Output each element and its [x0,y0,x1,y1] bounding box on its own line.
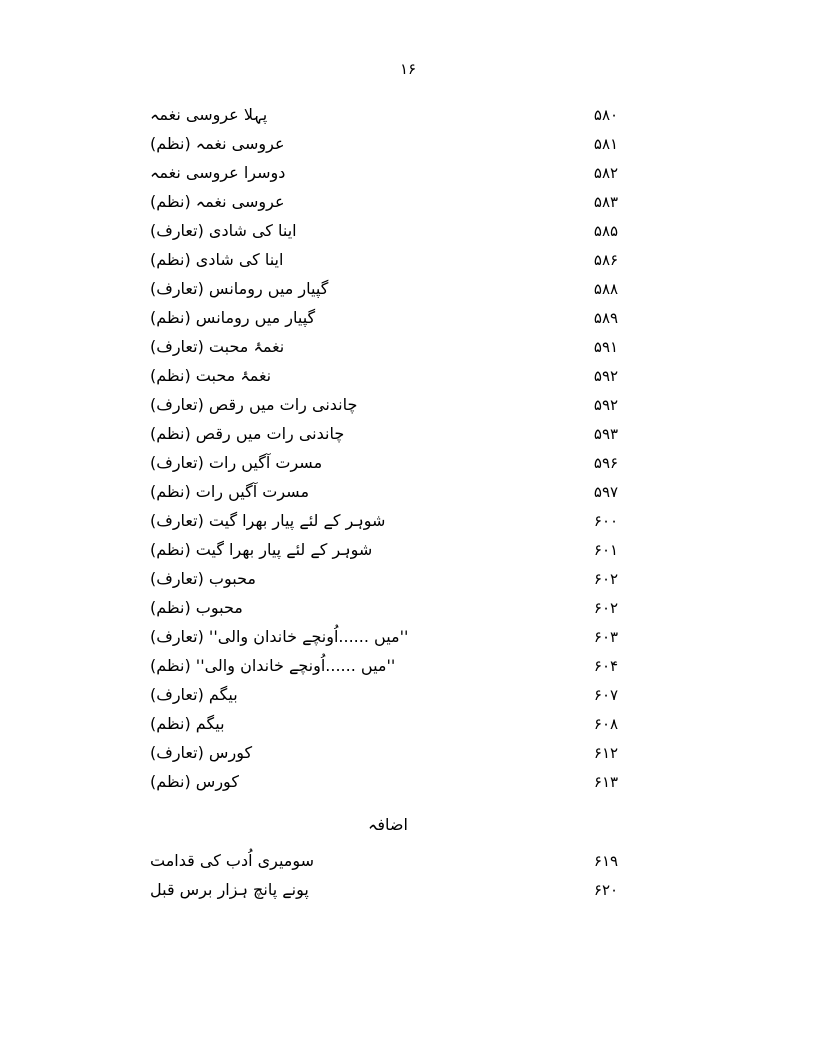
toc-row[interactable] [150,216,666,245]
toc-entry-title: اینا کی شادی (تعارف) [150,221,297,240]
toc-row[interactable] [150,361,666,390]
toc-entry-title: بیگم (تعارف) [150,685,238,704]
toc-page-number: ۶۰۷ [593,686,619,704]
toc-row[interactable] [150,767,666,796]
toc-row[interactable] [150,129,666,158]
toc-page-number: ۵۹۶ [593,454,619,472]
toc-row[interactable] [150,875,666,904]
toc-page-number: ۶۰۸ [593,715,619,733]
toc-page-number: ۶۰۰ [593,512,619,530]
toc-page-number: ۵۸۲ [593,164,619,182]
toc-row[interactable] [150,680,666,709]
toc-row[interactable] [150,274,666,303]
toc-entry-title: نغمۂ محبت (نظم) [150,366,272,385]
toc-entry-title: نغمۂ محبت (تعارف) [150,337,285,356]
table-of-contents [150,100,666,904]
toc-page-number: ۶۲۰ [593,881,619,899]
toc-row[interactable] [150,448,666,477]
toc-row[interactable] [150,187,666,216]
toc-row[interactable] [150,535,666,564]
toc-entry-title: شوہر کے لئے پیار بھرا گیت (نظم) [150,540,373,559]
toc-entry-title: محبوب (تعارف) [150,569,256,588]
toc-page-number: ۶۰۱ [593,541,619,559]
toc-entry-title: مسرت آگیں رات (تعارف) [150,453,323,472]
toc-page-number: ۵۹۷ [593,483,619,501]
toc-page-number: ۵۹۳ [593,425,619,443]
toc-page-number: ۵۸۸ [593,280,619,298]
toc-row[interactable] [150,709,666,738]
toc-page-number: ۵۸۵ [593,222,619,240]
toc-page-number: ۶۱۳ [593,773,619,791]
toc-page-number: ۶۱۹ [593,852,619,870]
toc-row[interactable] [150,390,666,419]
toc-page-number: ۵۹۲ [593,367,619,385]
toc-entry-title: سومیری اُدب کی قدامت [150,851,315,870]
toc-row[interactable] [150,622,666,651]
toc-entry-title: عروسی نغمہ (نظم) [150,192,285,211]
section-heading-label: اضافہ [368,814,408,834]
toc-entry-title: کورس (تعارف) [150,743,253,762]
toc-row[interactable] [150,564,666,593]
toc-entry-title: محبوب (نظم) [150,598,243,617]
toc-entry-title: کورس (نظم) [150,772,239,791]
toc-row[interactable] [150,477,666,506]
page-number: ۱۶ [399,60,417,78]
toc-entry-title: اینا کی شادی (نظم) [150,250,284,269]
toc-page-number: ۶۰۲ [593,570,619,588]
toc-entry-title: عروسی نغمہ (نظم) [150,134,285,153]
toc-row[interactable] [150,593,666,622]
toc-entry-title: پہلا عروسی نغمہ [150,105,268,124]
toc-page-number: ۶۰۴ [593,657,619,675]
toc-entry-title: بیگم (نظم) [150,714,225,733]
toc-row[interactable] [150,158,666,187]
section-heading [150,804,666,844]
toc-entry-title: پونے پانچ ہزار برس قبل [150,880,309,899]
toc-page-number: ۶۱۲ [593,744,619,762]
toc-page-number: ۶۰۲ [593,599,619,617]
toc-row[interactable] [150,100,666,129]
toc-entry-title: مسرت آگیں رات (نظم) [150,482,310,501]
toc-page-number: ۵۸۳ [593,193,619,211]
toc-entry-title: شوہر کے لئے پیار بھرا گیت (تعارف) [150,511,386,530]
toc-entry-title: چاندنی رات میں رقص (نظم) [150,424,345,443]
toc-entry-title: دوسرا عروسی نغمہ [150,163,286,182]
toc-row[interactable] [150,846,666,875]
toc-row[interactable] [150,303,666,332]
toc-page-number: ۶۰۳ [593,628,619,646]
toc-entry-title: ''میں ......اُونچے خاندان والی'' (تعارف) [150,627,409,646]
toc-page-number: ۵۸۶ [593,251,619,269]
toc-entry-title: گپیار میں رومانس (تعارف) [150,279,329,298]
toc-page-number: ۵۹۲ [593,396,619,414]
toc-entry-title: ''میں ......اُونچے خاندان والی'' (نظم) [150,656,396,675]
toc-row[interactable] [150,506,666,535]
toc-row[interactable] [150,738,666,767]
toc-row[interactable] [150,651,666,680]
toc-entry-title: گپیار میں رومانس (نظم) [150,308,316,327]
toc-row[interactable] [150,419,666,448]
toc-page-number: ۵۸۰ [593,106,619,124]
toc-row[interactable] [150,332,666,361]
toc-page-number: ۵۹۱ [593,338,619,356]
toc-entry-title: چاندنی رات میں رقص (تعارف) [150,395,358,414]
toc-page-number: ۵۸۱ [593,135,619,153]
toc-row[interactable] [150,245,666,274]
toc-page-number: ۵۸۹ [593,309,619,327]
